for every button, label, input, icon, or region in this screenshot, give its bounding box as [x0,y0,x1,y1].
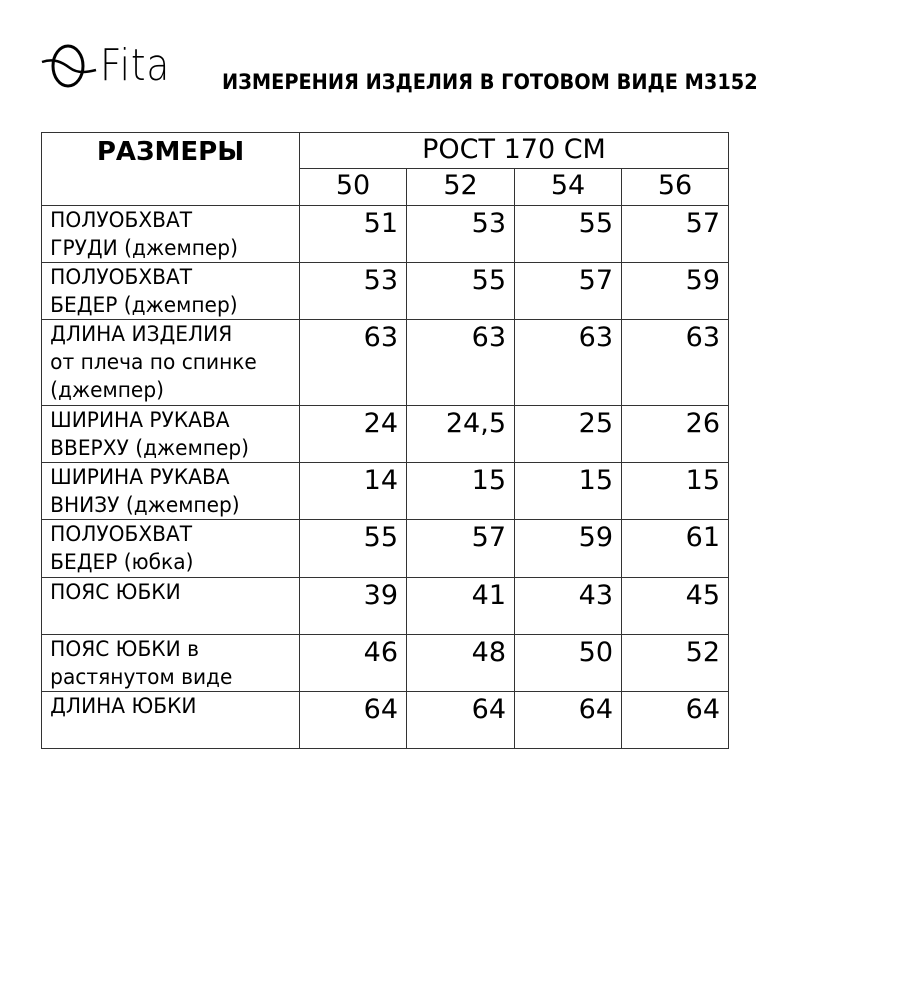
row-label [42,263,290,320]
row-label-line: БЕДЕР (джемпер) [49,293,238,317]
table-row [42,263,729,320]
row-label-line: ШИРИНА РУКАВА [49,408,230,432]
table-row [42,520,729,578]
fita-logo-icon [40,42,98,90]
row-label [42,320,290,406]
row-label-line: ГРУДИ (джемпер) [49,236,238,260]
row-label-line: ДЛИНА ИЗДЕЛИЯ [49,322,232,346]
row-label [42,692,290,749]
size-header: 54 [515,169,622,206]
measurement-value: 25 [515,406,622,463]
row-label-line: растянутом виде [49,665,232,689]
row-label-line: от плеча по спинке [49,350,257,374]
measurement-value: 15 [622,463,729,520]
measurement-value: 46 [300,635,407,692]
measurement-value: 24,5 [407,406,515,463]
measurement-value: 64 [300,692,407,749]
measurement-value: 57 [407,520,515,578]
row-label [42,406,290,463]
measurement-value: 59 [622,263,729,320]
page-title: ИЗМЕРЕНИЯ ИЗДЕЛИЯ В ГОТОВОМ ВИДЕ М3152 [222,70,758,94]
table-row [42,320,729,406]
measurement-value: 45 [622,578,729,635]
measurement-value: 64 [515,692,622,749]
row-label-line: ПОЛУОБХВАТ [49,522,192,546]
measurements-table [41,132,729,749]
measurement-value: 24 [300,406,407,463]
row-label-line: БЕДЕР (юбка) [49,550,193,574]
row-label-line: ШИРИНА РУКАВА [49,465,230,489]
measurement-value: 55 [407,263,515,320]
measurement-value: 15 [515,463,622,520]
table-row [42,635,729,692]
measurement-value: 53 [407,206,515,263]
measurement-value: 52 [622,635,729,692]
measurement-value: 64 [622,692,729,749]
sizes-header: РАЗМЕРЫ [42,133,300,206]
row-label-line: ВВЕРХУ (джемпер) [49,436,249,460]
row-label-line: ДЛИНА ЮБКИ [49,694,196,718]
measurement-value: 55 [300,520,407,578]
row-label-line: ПОЯС ЮБКИ в [49,637,199,661]
measurement-value: 26 [622,406,729,463]
row-label [42,578,290,635]
table-row [42,692,729,749]
measurement-value: 41 [407,578,515,635]
row-label [42,206,290,263]
measurement-value: 61 [622,520,729,578]
height-header: РОСТ 170 СМ [300,133,729,169]
table-row [42,406,729,463]
measurement-value: 43 [515,578,622,635]
measurement-value: 63 [407,320,515,406]
measurement-value: 39 [300,578,407,635]
measurement-value: 63 [622,320,729,406]
row-label [42,463,290,520]
size-header: 50 [300,169,407,206]
measurement-value: 55 [515,206,622,263]
size-header: 52 [407,169,515,206]
measurement-value: 15 [407,463,515,520]
measurement-value: 14 [300,463,407,520]
table-row [42,206,729,263]
measurement-value: 57 [515,263,622,320]
measurement-value: 63 [515,320,622,406]
row-label [42,635,290,692]
row-label-line: ПОЯС ЮБКИ [49,580,181,604]
measurement-value: 48 [407,635,515,692]
brand-name: Fita [100,40,171,91]
table-row [42,578,729,635]
measurement-value: 57 [622,206,729,263]
measurement-value: 50 [515,635,622,692]
row-label-line: (джемпер) [49,378,164,402]
measurement-value: 53 [300,263,407,320]
row-label [42,520,290,578]
measurement-value: 59 [515,520,622,578]
row-label-line: ПОЛУОБХВАТ [49,208,192,232]
measurement-value: 63 [300,320,407,406]
size-header: 56 [622,169,729,206]
row-label-line: ВНИЗУ (джемпер) [49,493,240,517]
table-row [42,463,729,520]
measurement-value: 51 [300,206,407,263]
measurement-value: 64 [407,692,515,749]
row-label-line: ПОЛУОБХВАТ [49,265,192,289]
